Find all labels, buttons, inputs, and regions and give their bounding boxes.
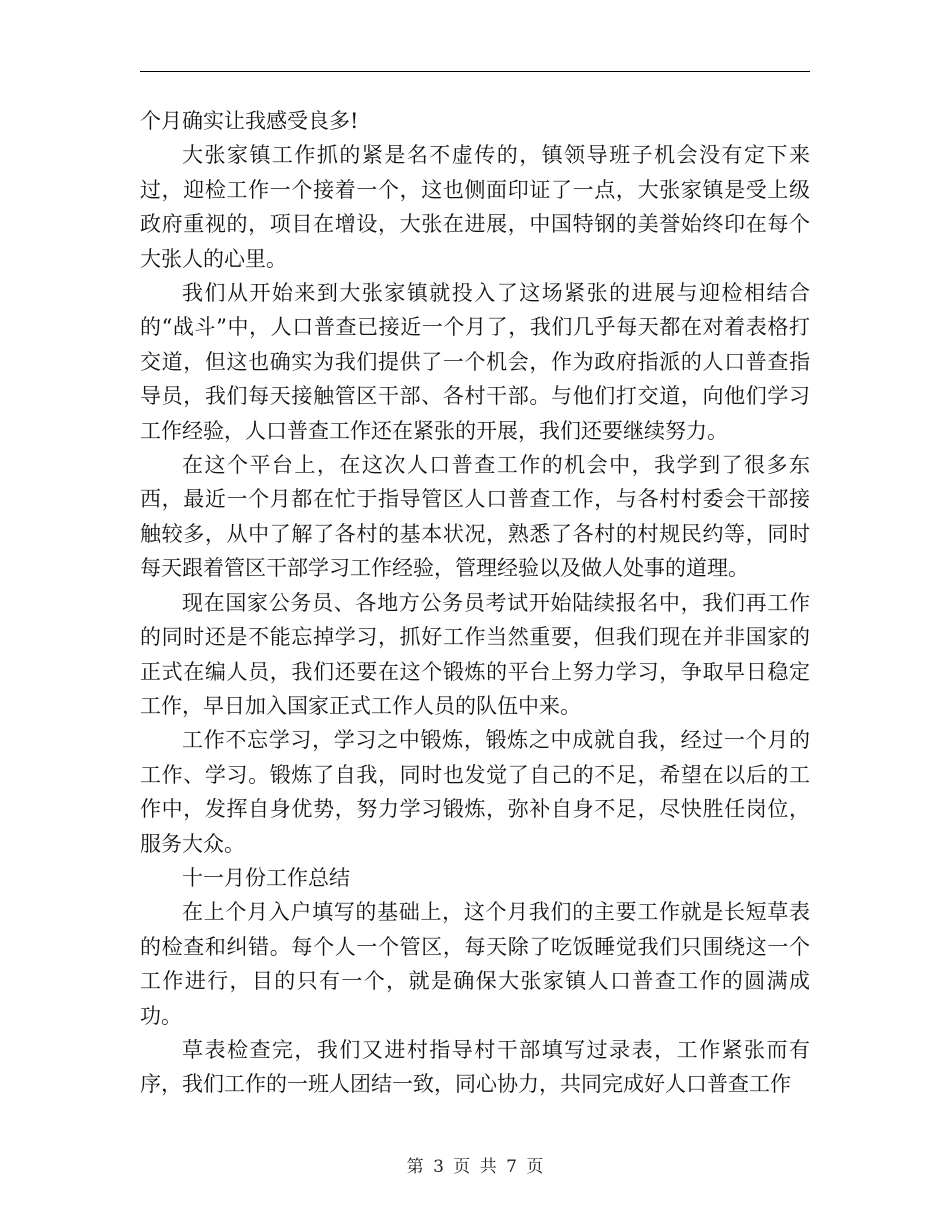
document-body <box>140 104 810 1102</box>
page-number: 第 3 页 共 7 页 <box>406 1157 544 1177</box>
paragraph-8: 在上个月入户填写的基础上，这个月我们的主要工作就是长短草表的检查和纠错。每个人一个管区，每天除了吃饭睡觉我们只围绕这一个工作进行，目的只有一个，就是确保大张家镇人口普查工作的圆满成功。 <box>140 900 810 1028</box>
paragraph-9: 草表检查完，我们又进村指导村干部填写过录表，工作紧张而有序，我们工作的一班人团结一致，同心协力，共同完成好人口普查工作 <box>140 1037 810 1097</box>
paragraph-2: 大张家镇工作抓的紧是名不虚传的，镇领导班子机会没有定下来过，迎检工作一个接着一个，这也侧面印证了一点，大张家镇是受上级政府重视的，项目在增设，大张在进展，中国特钢的美誉始终印在每个大张人的心里。 <box>140 143 810 271</box>
paragraph-6: 工作不忘学习，学习之中锻炼，锻炼之中成就自我，经过一个月的工作、学习。锻炼了自我，同时也发觉了自己的不足，希望在以后的工作中，发挥自身优势，努力学习锻炼，弥补自身不足，尽快胜任岗位，服务大众。 <box>140 728 810 856</box>
paragraph-1: 个月确实让我感受良多! <box>140 109 359 133</box>
section-heading: 十一月份工作总结 <box>182 865 350 890</box>
header-rule <box>140 71 810 72</box>
paragraph-4: 在这个平台上，在这次人口普查工作的机会中，我学到了很多东西，最近一个月都在忙于指导管区人口普查工作，与各村村委会干部接触较多，从中了解了各村的基本状况，熟悉了各村的村规民约等，同时每天跟着管区干部学习工作经验，管理经验以及做人处事的道理。 <box>140 453 810 581</box>
paragraph-3: 我们从开始来到大张家镇就投入了这场紧张的进展与迎检相结合的“战斗”中，人口普查已接近一个月了，我们几乎每天都在对着表格打交道，但这也确实为我们提供了一个机会，作为政府指派的人口普查指导员，我们每天接触管区干部、各村干部。与他们打交道，向他们学习工作经验，人口普查工作还在紧张的开展，我们还要继续努力。 <box>140 281 810 443</box>
paragraph-5: 现在国家公务员、各地方公务员考试开始陆续报名中，我们再工作的同时还是不能忘掉学习，抓好工作当然重要，但我们现在并非国家的正式在编人员，我们还要在这个锻炼的平台上努力学习，争取早日稳定工作，早日加入国家正式工作人员的队伍中来。 <box>140 590 810 718</box>
